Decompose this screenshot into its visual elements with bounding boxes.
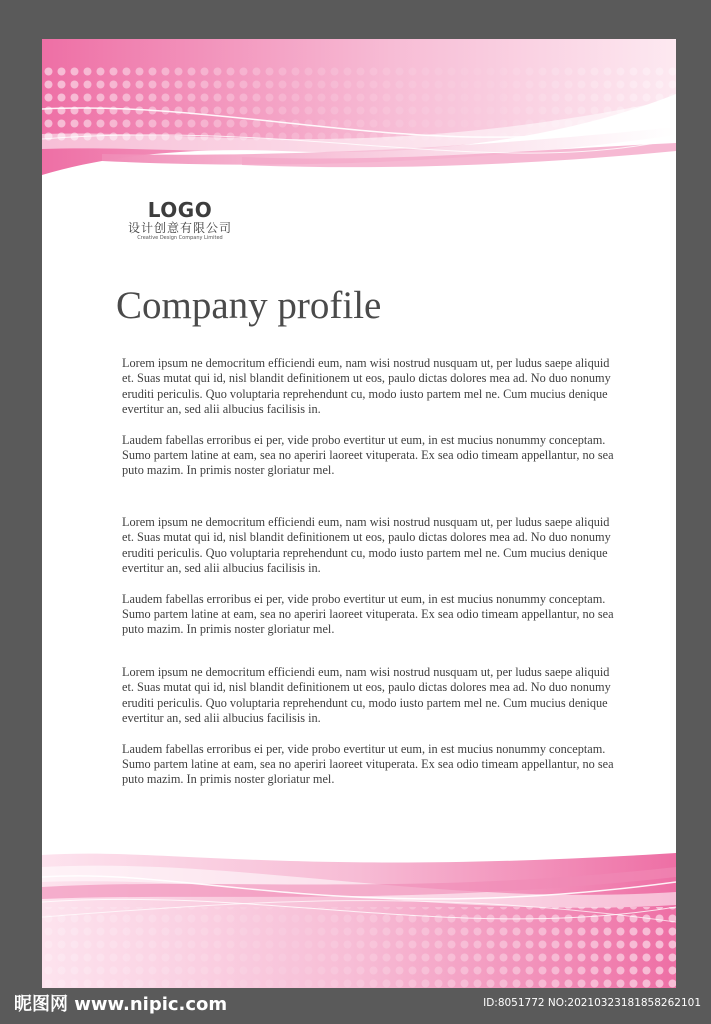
bottom-pink-wave-decoration bbox=[42, 847, 676, 988]
paragraph: Lorem ipsum ne democritum efficiendi eum, nam wisi nostrud nusquam ut, per ludus saepe aliquid et. Suas mutat qui id, nisl blandit definitionem ut eos, paulo dictas dolores mea ad. No duo nonumy eruditi periculis. Quo voluptaria reprehendunt cu, modo iusto partem mel ne. Cum mucius denique evertitur an, sed alii albucius facilisis in. bbox=[122, 665, 611, 726]
logo-english-name: Creative Design Company Limited bbox=[137, 235, 223, 241]
watermark-site-logo: 昵图网 www.nipic.com bbox=[14, 994, 228, 1015]
letterhead-page bbox=[42, 39, 676, 988]
logo-chinese-name: 设计创意有限公司 bbox=[127, 221, 232, 235]
logo-wordmark: LOGO bbox=[147, 198, 213, 222]
company-logo bbox=[118, 199, 242, 242]
watermark-bar bbox=[0, 988, 711, 1024]
watermark-image-id: ID:8051772 NO:20210323181858262101 bbox=[483, 997, 701, 1009]
text-section-3 bbox=[122, 665, 622, 788]
text-section-1 bbox=[122, 356, 622, 479]
paragraph: Laudem fabellas erroribus ei per, vide probo evertitur ut eum, in est mucius nonummy conceptam. Sumo partem latine at eam, sea no aperiri laoreet vituperata. Ex sea odio timeam appellantur, no sea puto mazim. In primis noster gloriatur mel. bbox=[122, 591, 614, 637]
paragraph: Lorem ipsum ne democritum efficiendi eum, nam wisi nostrud nusquam ut, per ludus saepe aliquid et. Suas mutat qui id, nisl blandit definitionem ut eos, paulo dictas dolores mea ad. No duo nonumy eruditi periculis. Quo voluptaria reprehendunt cu, modo iusto partem mel ne. Cum mucius denique evertitur an, sed alii albucius facilisis in. bbox=[122, 356, 611, 417]
text-section-2 bbox=[122, 515, 622, 638]
paragraph: Laudem fabellas erroribus ei per, vide probo evertitur ut eum, in est mucius nonummy conceptam. Sumo partem latine at eam, sea no aperiri laoreet vituperata. Ex sea odio timeam appellantur, no sea puto mazim. In primis noster gloriatur mel. bbox=[122, 741, 614, 787]
paragraph: Lorem ipsum ne democritum efficiendi eum, nam wisi nostrud nusquam ut, per ludus saepe aliquid et. Suas mutat qui id, nisl blandit definitionem ut eos, paulo dictas dolores mea ad. No duo nonumy eruditi periculis. Quo voluptaria reprehendunt cu, modo iusto partem mel ne. Cum mucius denique evertitur an, sed alii albucius facilisis in. bbox=[122, 515, 611, 576]
page-title: Company profile bbox=[116, 284, 382, 327]
paragraph: Laudem fabellas erroribus ei per, vide probo evertitur ut eum, in est mucius nonummy conceptam. Sumo partem latine at eam, sea no aperiri laoreet vituperata. Ex sea odio timeam appellantur, no sea puto mazim. In primis noster gloriatur mel. bbox=[122, 432, 614, 478]
top-pink-wave-decoration bbox=[42, 39, 676, 179]
